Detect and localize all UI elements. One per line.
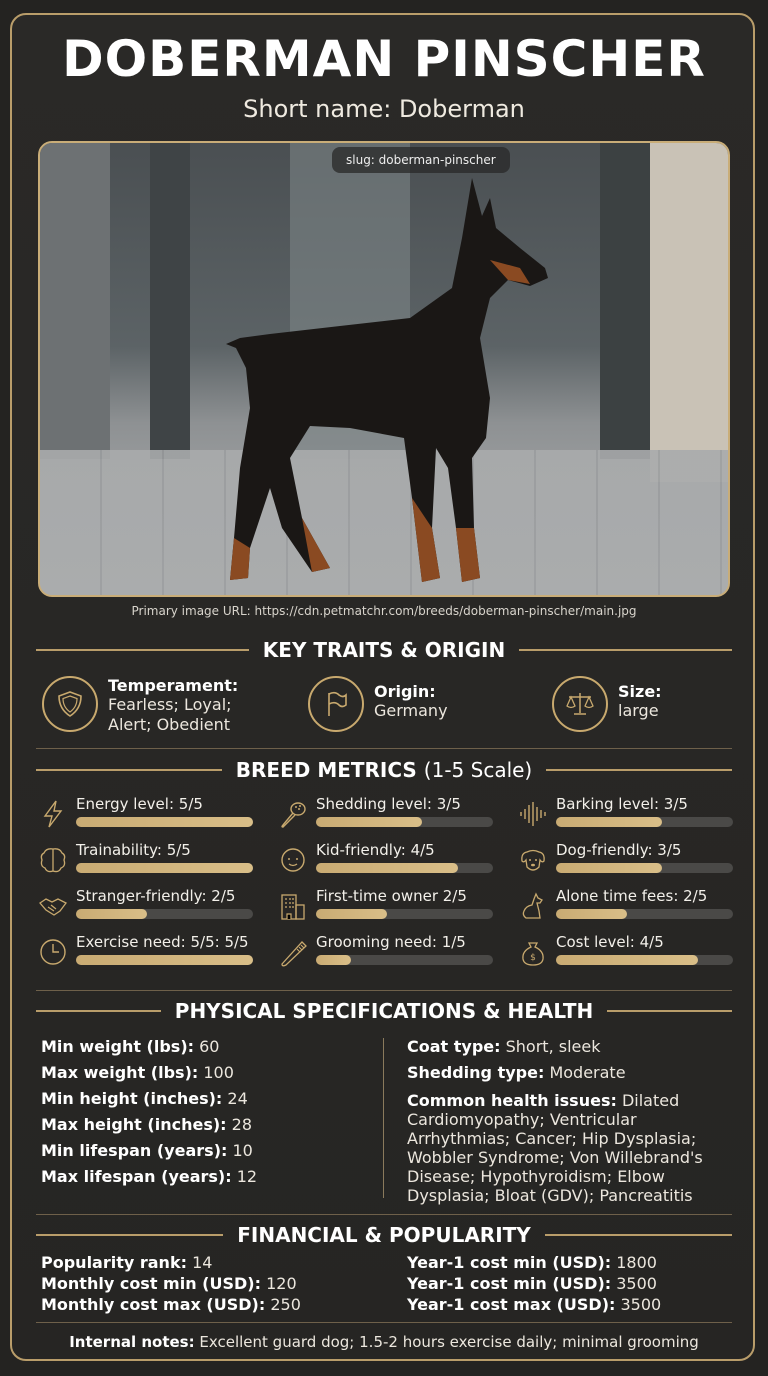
soundwave-icon xyxy=(518,799,548,829)
metric-trainability xyxy=(38,841,263,881)
spec-health-issues: Common health issues: Dilated Cardiomyopathy; Ventricular Arrhythmias; Cancer; Hip Dysplasia; Wobbler Syndrome; Von Willebrand's Disease; Hypothyroidism; Elbow Dysplasia; Bloat (GDV); Pancreatitis xyxy=(407,1091,703,1205)
financial-right-list xyxy=(407,1252,661,1315)
metric-bar-fill xyxy=(556,955,698,965)
metric-energy-level xyxy=(38,795,263,835)
metric-label: Grooming need: 1/5 xyxy=(316,933,466,951)
metric-bar-fill xyxy=(316,817,422,827)
metric-bar xyxy=(316,863,493,873)
spec-min-height: Min height (inches): 24 xyxy=(41,1089,248,1108)
metric-bar xyxy=(76,955,253,965)
monthly-cost-min: Monthly cost min (USD): 120 xyxy=(41,1274,297,1293)
physical-specs-list xyxy=(41,1034,257,1190)
svg-text:$: $ xyxy=(530,953,536,963)
metric-bar xyxy=(76,817,253,827)
metric-label: Trainability: 5/5 xyxy=(76,841,191,859)
metric-bar-fill xyxy=(316,863,458,873)
metric-shedding-level xyxy=(278,795,503,835)
year1-cost-min-2: Year-1 cost min (USD): 3500 xyxy=(407,1274,657,1293)
dog-face-icon xyxy=(518,845,548,875)
slug-badge: slug: doberman-pinscher xyxy=(332,147,510,173)
metric-bar-fill xyxy=(556,909,627,919)
metric-bar-fill xyxy=(316,909,387,919)
metric-bar xyxy=(316,955,493,965)
metric-bar xyxy=(556,955,733,965)
spec-max-weight: Max weight (lbs): 100 xyxy=(41,1063,234,1082)
spec-max-lifespan: Max lifespan (years): 12 xyxy=(41,1167,258,1186)
spec-min-weight: Min weight (lbs): 60 xyxy=(41,1037,220,1056)
metric-bar xyxy=(316,909,493,919)
clock-icon xyxy=(38,937,68,967)
spec-shedding-type: Shedding type: Moderate xyxy=(407,1063,626,1082)
metric-first-time-owner xyxy=(278,887,503,927)
key-traits-heading: KEY TRAITS & ORIGIN xyxy=(36,635,732,665)
trait-origin: Origin: Germany xyxy=(308,676,448,732)
divider xyxy=(36,748,732,749)
doberman-silhouette xyxy=(190,168,570,593)
metric-bar xyxy=(556,909,733,919)
flag-icon xyxy=(308,676,364,732)
metric-bar-fill xyxy=(316,955,351,965)
physical-heading: PHYSICAL SPECIFICATIONS & HEALTH xyxy=(36,996,732,1026)
financial-heading: FINANCIAL & POPULARITY xyxy=(36,1220,732,1250)
metric-dog-friendly xyxy=(518,841,743,881)
metric-bar xyxy=(316,817,493,827)
metric-bar-fill xyxy=(76,955,253,965)
sitting-dog-icon xyxy=(518,891,548,921)
metric-exercise-need xyxy=(38,933,263,973)
spec-min-lifespan: Min lifespan (years): 10 xyxy=(41,1141,253,1160)
metric-label: Alone time fees: 2/5 xyxy=(556,887,708,905)
divider xyxy=(36,1214,732,1215)
metric-label: Barking level: 3/5 xyxy=(556,795,688,813)
metric-bar xyxy=(76,909,253,919)
breed-metrics-heading: BREED METRICS (1-5 Scale) xyxy=(36,755,732,785)
image-url-caption: Primary image URL: https://cdn.petmatchr.com/breeds/doberman-pinscher/main.jpg xyxy=(131,604,637,618)
shield-icon xyxy=(42,676,98,732)
scale-icon xyxy=(552,676,608,732)
metric-label: Stranger-friendly: 2/5 xyxy=(76,887,236,905)
metric-label: Dog-friendly: 3/5 xyxy=(556,841,682,859)
metric-bar xyxy=(556,863,733,873)
breed-title: DOBERMAN PINSCHER xyxy=(62,30,706,88)
metric-cost-level xyxy=(518,933,743,973)
year1-cost-max: Year-1 cost max (USD): 3500 xyxy=(407,1295,662,1314)
divider xyxy=(36,1322,732,1323)
brush-icon xyxy=(278,799,308,829)
metric-bar-fill xyxy=(76,863,253,873)
popularity-rank: Popularity rank: 14 xyxy=(41,1253,213,1272)
column-divider xyxy=(383,1038,384,1198)
metric-bar-fill xyxy=(556,817,662,827)
money-bag-icon xyxy=(518,937,548,967)
comb-icon xyxy=(278,937,308,967)
trait-temperament: Temperament: Fearless; Loyal; Alert; Obedient xyxy=(42,676,238,735)
coat-health-list xyxy=(407,1034,732,1205)
baby-face-icon xyxy=(278,845,308,875)
metric-label: Cost level: 4/5 xyxy=(556,933,664,951)
brain-icon xyxy=(38,845,68,875)
metric-bar-fill xyxy=(76,817,253,827)
metric-label: Kid-friendly: 4/5 xyxy=(316,841,435,859)
metric-label: Energy level: 5/5 xyxy=(76,795,203,813)
spec-max-height: Max height (inches): 28 xyxy=(41,1115,252,1134)
internal-notes: Internal notes: Excellent guard dog; 1.5-2 hours exercise daily; minimal grooming xyxy=(69,1333,699,1351)
metric-label: First-time owner 2/5 xyxy=(316,887,467,905)
building-icon xyxy=(278,891,308,921)
metric-barking-level xyxy=(518,795,743,835)
metric-label: Shedding level: 3/5 xyxy=(316,795,461,813)
spec-coat-type: Coat type: Short, sleek xyxy=(407,1037,601,1056)
breed-photo xyxy=(38,141,730,597)
lightning-icon xyxy=(38,799,68,829)
metric-grooming-need xyxy=(278,933,503,973)
divider xyxy=(36,990,732,991)
metric-bar-fill xyxy=(76,909,147,919)
metric-bar xyxy=(556,817,733,827)
metric-alone-time-fees xyxy=(518,887,743,927)
metric-kid-friendly xyxy=(278,841,503,881)
year1-cost-min: Year-1 cost min (USD): 1800 xyxy=(407,1253,657,1272)
financial-left-list xyxy=(41,1252,301,1315)
trait-size: Size: large xyxy=(552,676,662,732)
metric-bar xyxy=(76,863,253,873)
handshake-icon xyxy=(38,891,68,921)
metric-label: Exercise need: 5/5: 5/5 xyxy=(76,933,249,951)
monthly-cost-max: Monthly cost max (USD): 250 xyxy=(41,1295,301,1314)
short-name: Short name: Doberman xyxy=(243,95,525,123)
metric-stranger-friendly xyxy=(38,887,263,927)
metric-bar-fill xyxy=(556,863,662,873)
